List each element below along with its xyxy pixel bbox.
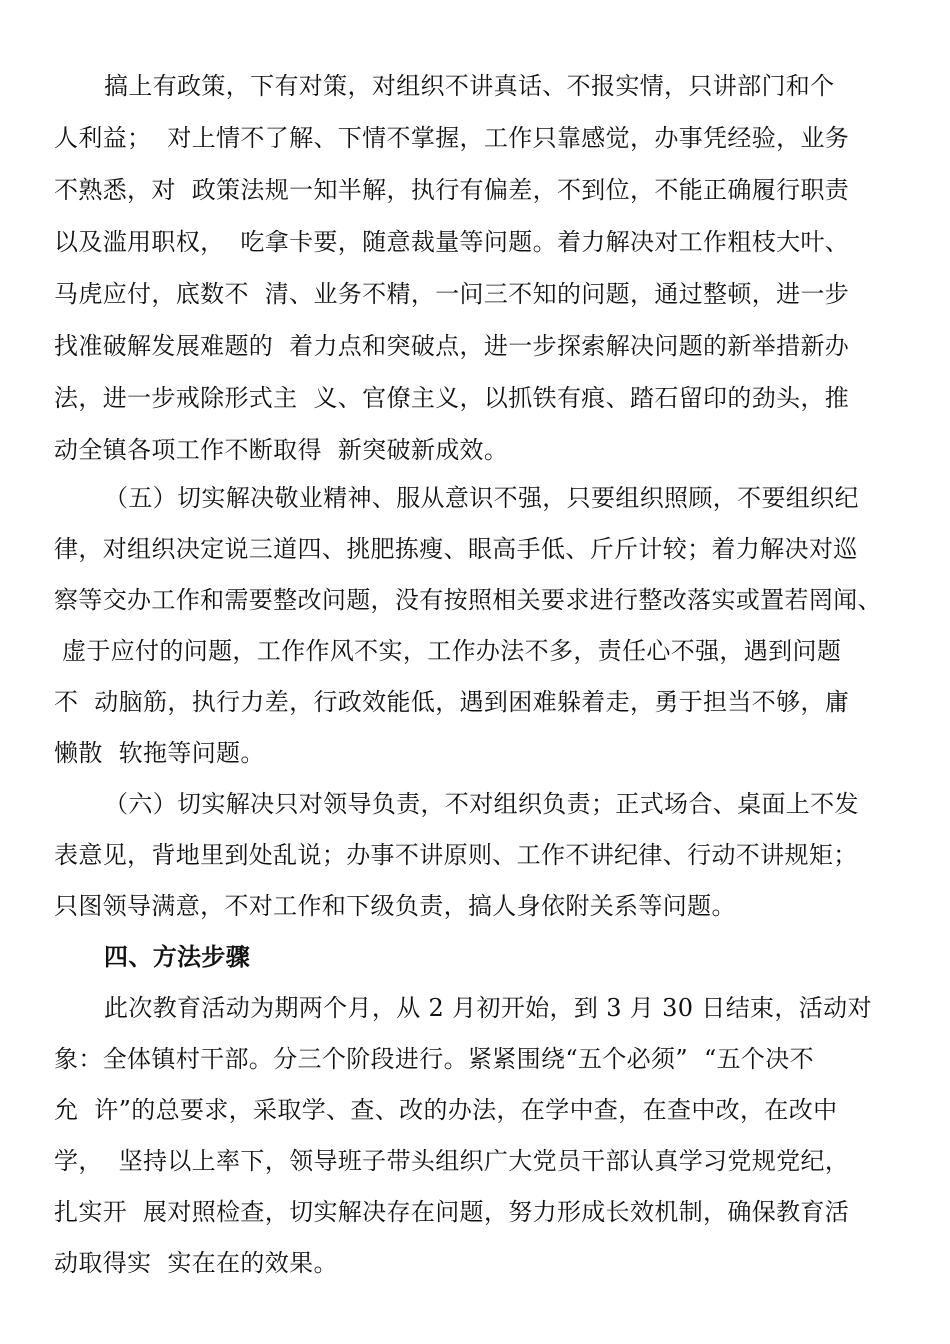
text-line: 只图领导满意，不对工作和下级负责，搞人身依附关系等问题。	[54, 892, 736, 920]
text-line: 懒散 软拖等问题。	[54, 739, 265, 767]
text-line: 虚于应付的问题，工作作风不实，工作办法不多，责任心不强，遇到问题	[54, 637, 842, 665]
text-line: 不熟悉，对 政策法规一知半解，执行有偏差，不到位，不能正确履行职责	[54, 176, 850, 204]
section-heading: 四、方法步骤	[104, 942, 251, 971]
text-line: （五）切实解决敬业精神、服从意识不强，只要组织照顾，不要组织纪	[104, 484, 859, 512]
text-line: 动取得实 实在在的效果。	[54, 1249, 338, 1277]
text-line: 法，进一步戒除形式主 义、官僚主义，以抓铁有痕、踏石留印的劲头，推	[54, 384, 850, 412]
text-line: 找准破解发展难题的 着力点和突破点，进一步探索解决问题的新举措新办	[54, 332, 850, 360]
text-line: 此次教育活动为期两个月，从 2 月初开始，到 3 月 30 日结束，活动对	[104, 994, 872, 1022]
text-line: 察等交办工作和需要整改问题，没有按照相关要求进行整改落实或置若罔闻、	[54, 586, 882, 614]
text-line: 学， 坚持以上率下，领导班子带头组织广大党员干部认真学习党规党纪，	[54, 1147, 850, 1175]
text-line: 以及滥用职权， 吃拿卡要，随意裁量等问题。着力解决对工作粗枝大叶、	[54, 228, 850, 256]
text-line: 不 动脑筋，执行力差，行政效能低，遇到困难躲着走，勇于担当不够，庸	[54, 688, 850, 716]
text-line: 人利益； 对上情不了解、下情不掌握，工作只靠感觉，办事凭经验，业务	[54, 124, 850, 152]
text-line: 允 许”的总要求，采取学、查、改的办法，在学中查，在查中改，在改中	[54, 1096, 838, 1124]
text-line: 表意见，背地里到处乱说；办事不讲原则、工作不讲纪律、行动不讲规矩；	[54, 841, 858, 869]
text-line: 律，对组织决定说三道四、挑肥拣瘦、眼高手低、斤斤计较；着力解决对巡	[54, 535, 858, 563]
text-line: 动全镇各项工作不断取得 新突破新成效。	[54, 436, 509, 464]
text-line: 马虎应付，底数不 清、业务不精，一问三不知的问题，通过整顿，进一步	[54, 280, 850, 308]
text-line: 扎实开 展对照检查，切实解决存在问题，努力形成长效机制，确保教育活	[54, 1198, 850, 1226]
text-line: （六）切实解决只对领导负责，不对组织负责；正式场合、桌面上不发	[104, 790, 859, 818]
text-line: 搞上有政策，下有对策，对组织不讲真话、不报实情，只讲部门和个	[104, 72, 835, 100]
text-line: 象：全体镇村干部。分三个阶段进行。紧紧围绕“五个必须” “五个决不	[54, 1045, 814, 1073]
